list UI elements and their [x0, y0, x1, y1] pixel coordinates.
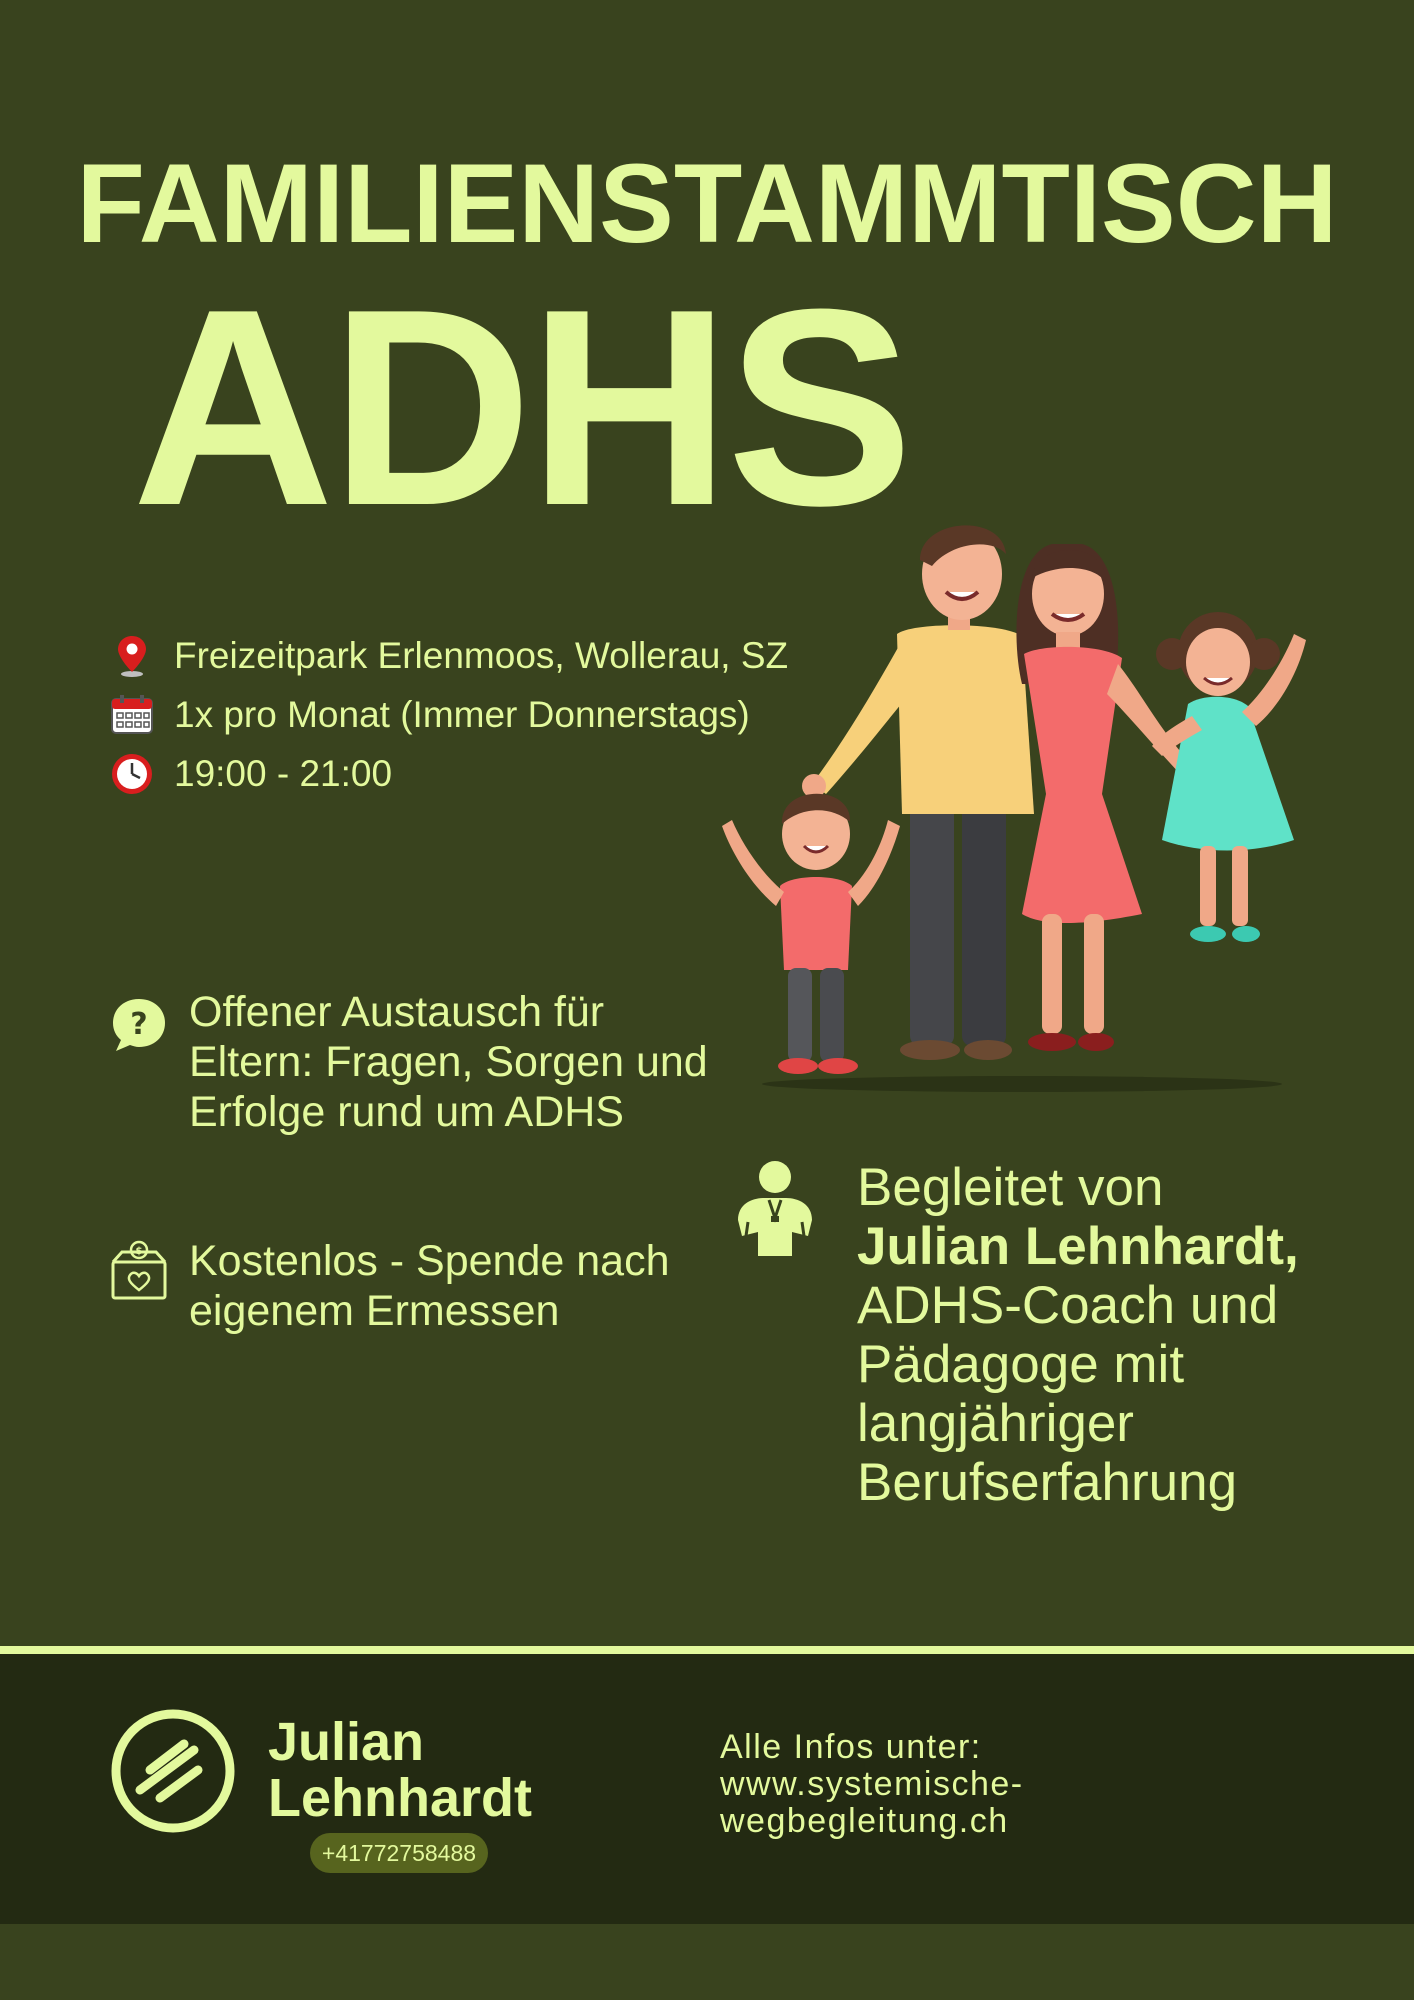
brand-first-name: Julian — [268, 1712, 425, 1772]
website-link-line1[interactable]: www.systemische- — [720, 1765, 1024, 1803]
calendar-icon — [110, 693, 154, 737]
location-pin-icon — [110, 634, 154, 678]
mother-figure — [1016, 544, 1192, 1051]
cost-text: Kostenlos - Spende nach eigenem Ermessen — [189, 1237, 670, 1335]
svg-text:?: ? — [130, 1007, 148, 1042]
phone-badge[interactable]: +41772758488 — [310, 1833, 488, 1873]
coach-block — [857, 1158, 1377, 1512]
boy-figure — [722, 794, 900, 1074]
coach-person-icon — [732, 1160, 818, 1261]
clock-icon — [110, 752, 154, 796]
question-bubble-icon — [110, 996, 168, 1059]
exchange-text: Offener Austausch für Eltern: Fragen, Sorgen und Erfolge rund um ADHS — [189, 988, 708, 1136]
svg-text:$: $ — [135, 1246, 143, 1257]
donation-box-icon — [110, 1240, 168, 1305]
info-block — [720, 1729, 1024, 1840]
brand-last-name: Lehnhardt — [268, 1768, 532, 1828]
coach-name: Julian Lehnhardt, — [857, 1217, 1299, 1276]
location-text: Freizeitpark Erlenmoos, Wollerau, SZ — [174, 635, 789, 676]
coach-description: ADHS-Coach und Pädagoge mit langjähriger Berufserfahrung — [857, 1276, 1279, 1512]
footer-divider — [0, 1646, 1414, 1654]
detail-location — [110, 633, 788, 679]
schedule-text: 1x pro Monat (Immer Donnerstags) — [174, 694, 750, 735]
girl-figure — [1152, 612, 1306, 942]
event-subtitle: ADHS — [132, 252, 910, 564]
time-text: 19:00 - 21:00 — [174, 753, 393, 794]
brand-logo-icon — [110, 1708, 236, 1839]
family-illustration — [722, 494, 1322, 1094]
detail-schedule — [110, 692, 750, 738]
infos-label: Alle Infos unter: — [720, 1728, 982, 1766]
detail-time — [110, 751, 392, 797]
website-link-line2[interactable]: wegbegleitung.ch — [720, 1802, 1009, 1840]
event-title: FAMILIENSTAMMTISCH — [76, 141, 1338, 266]
brand-name — [268, 1714, 532, 1826]
bottom-strip — [0, 1924, 1414, 2000]
coach-intro: Begleitet von — [857, 1158, 1164, 1217]
